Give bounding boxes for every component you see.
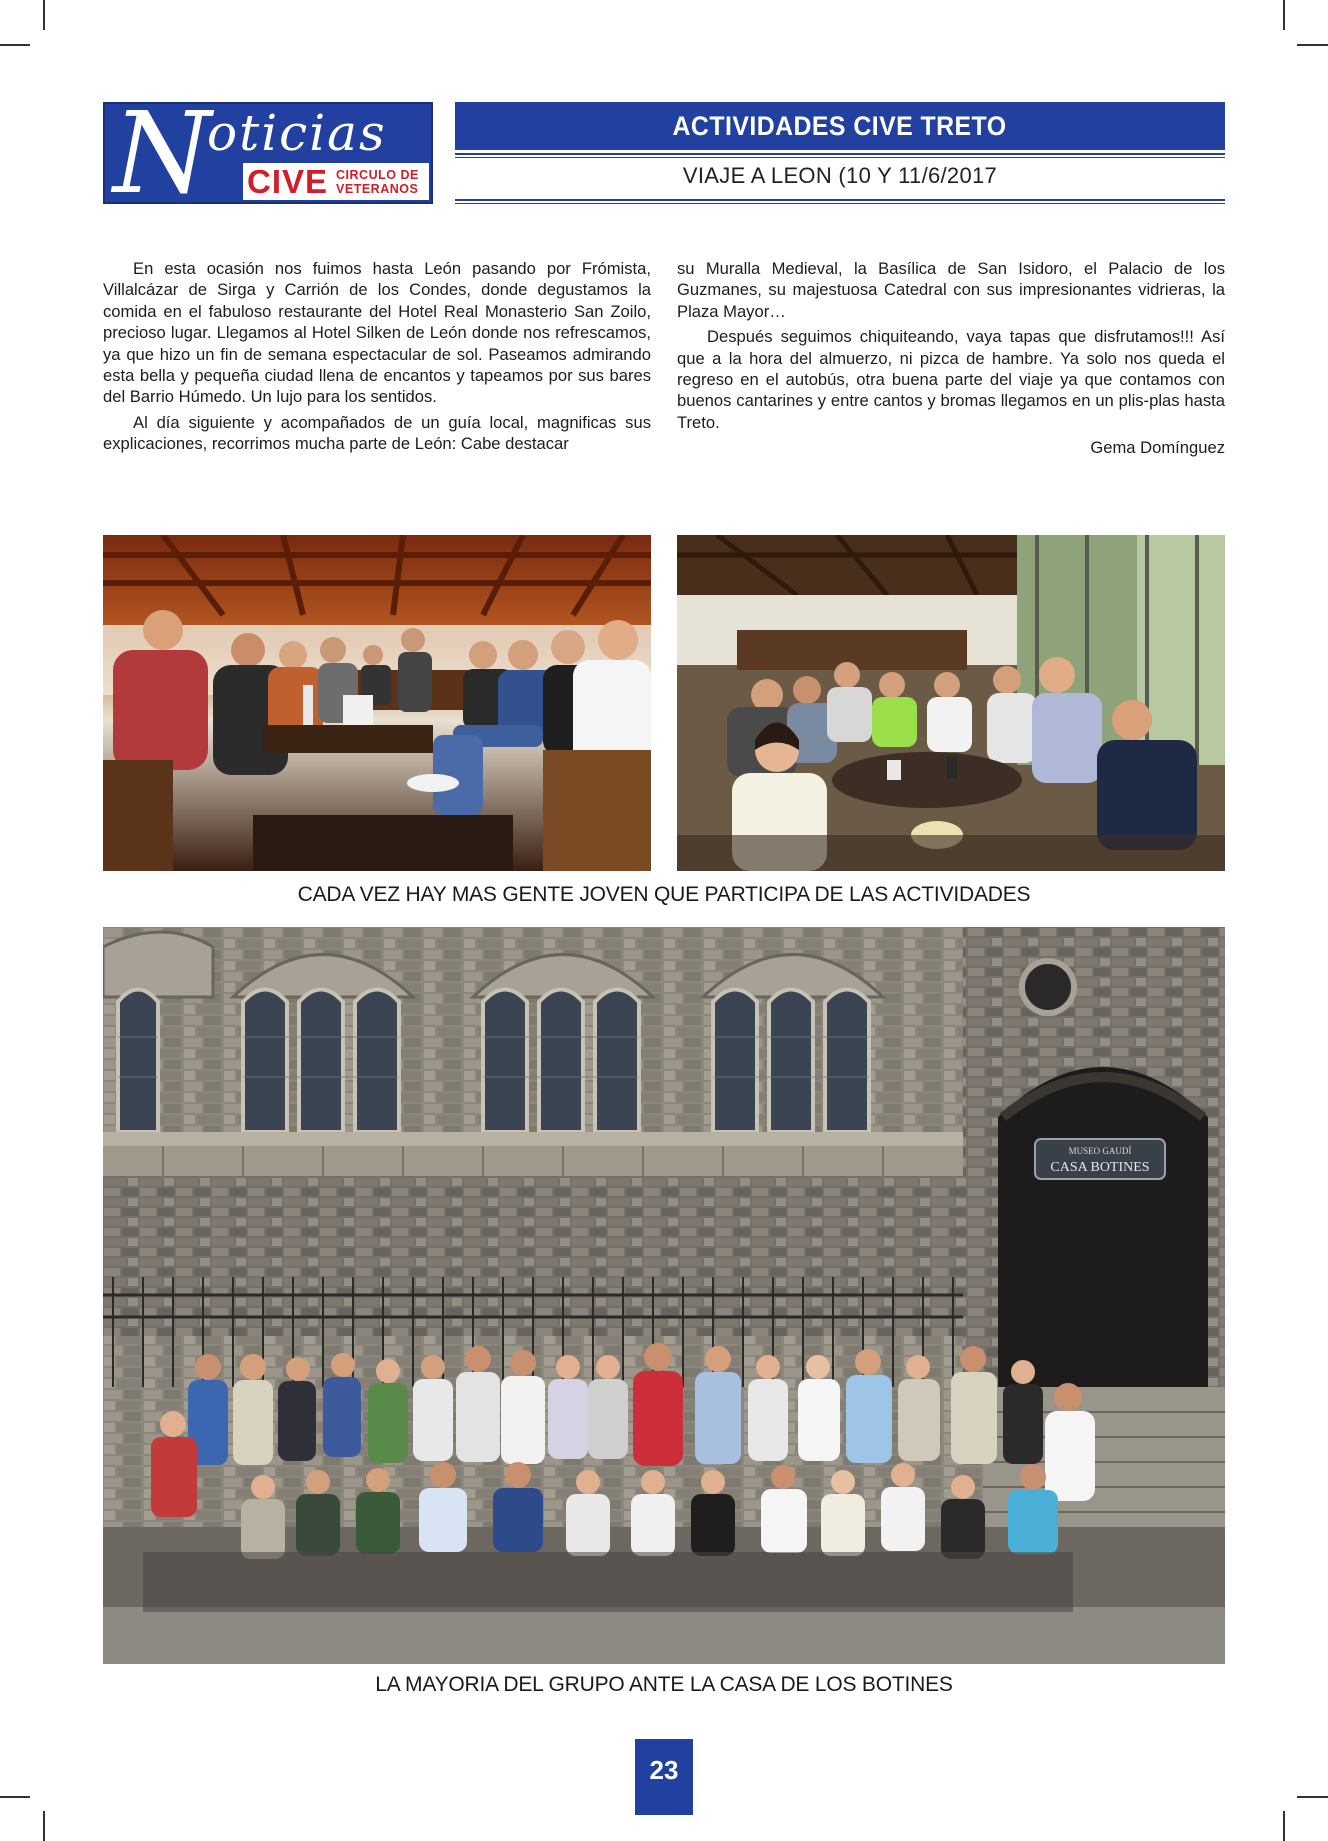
article-subtitle: VIAJE A LEON (10 Y 11/6/2017 [682, 163, 998, 188]
logo-subtitle-line1: CIRCULO DE [336, 167, 419, 182]
logo-initial: N [113, 89, 211, 219]
photo-cafe-group [677, 535, 1225, 871]
header-rule [455, 157, 1225, 158]
crop-mark [1297, 44, 1328, 46]
article-paragraph: su Muralla Medieval, la Basílica de San Isidoro, el Palacio de los Guzmanes, su majestuosa Catedral con sus impresionantes vidrieras, la Plaza Mayor… [677, 259, 1225, 321]
crop-mark [43, 1811, 45, 1841]
noticias-cive-logo [103, 89, 433, 219]
photo-cafe-group-image [677, 535, 1225, 871]
logo-brand: CIVE [247, 163, 329, 200]
article-column-left [103, 258, 651, 459]
header-rule [455, 203, 1225, 204]
article-paragraph: Al día siguiente y acompañados de un guía local, magnificas sus explicaciones, recorrimos mucha parte de León: Cabe destacar [103, 412, 651, 454]
article-paragraph: Después seguimos chiquiteando, vaya tapas que disfrutamos!!! Así que a la hora del almuerzo, ni pizca de hambre. Ya solo nos queda el regreso en el autobús, otra buena parte del viaje ya que contamos con buenos cantarines y entre cantos y bromas llegamos en un plis-plas hasta Treto. [677, 327, 1225, 432]
photo-bar-group-image [103, 535, 651, 871]
page-number: 23 [635, 1739, 693, 1815]
crop-mark [1283, 1811, 1285, 1841]
logo-word: oticias [207, 104, 387, 162]
photo-caption-top: CADA VEZ HAY MAS GENTE JOVEN QUE PARTICIPA DE LAS ACTIVIDADES [297, 883, 1031, 906]
crop-mark [0, 1796, 30, 1798]
section-title-bar [455, 102, 1225, 150]
crop-mark [1283, 0, 1285, 30]
article-paragraph: En esta ocasión nos fuimos hasta León pasando por Frómista, Villalcázar de Sirga y Carrión de los Condes, donde degustamos la comida en el fabuloso restaurante del Hotel Real Monasterio San Zoilo, precioso lugar. Llegamos al Hotel Silken de León donde nos refrescamos, ya que hizo un fin de semana espectacular de sol. Paseamos admirando esta bella y pequeña ciudad llena de encantos y tapeamos por sus bares del Barrio Húmedo. Un lujo para los sentidos. [103, 259, 651, 407]
photo-caption-group: LA MAYORIA DEL GRUPO ANTE LA CASA DE LOS BOTINES [375, 1673, 953, 1696]
article-column-right [677, 258, 1225, 463]
photo-casa-botines-image [103, 927, 1225, 1664]
photo-casa-botines-group [103, 927, 1225, 1664]
logo-subtitle [336, 168, 419, 196]
crop-mark [1297, 1796, 1328, 1798]
sign-museum-line1: MUSEO GAUDÍ [1068, 1146, 1132, 1156]
sign-museum-line2: CASA BOTINES [1050, 1160, 1150, 1175]
header-rule [455, 199, 1225, 201]
logo-subtitle-line2: VETERANOS [336, 181, 419, 196]
crop-mark [43, 0, 45, 30]
crop-mark [0, 44, 30, 46]
header-rule [455, 153, 1225, 155]
logo-badge [243, 163, 429, 200]
section-title: ACTIVIDADES CIVE TRETO [672, 110, 1007, 141]
photo-bar-group [103, 535, 651, 871]
article-signature: Gema Domínguez [1090, 438, 1225, 458]
